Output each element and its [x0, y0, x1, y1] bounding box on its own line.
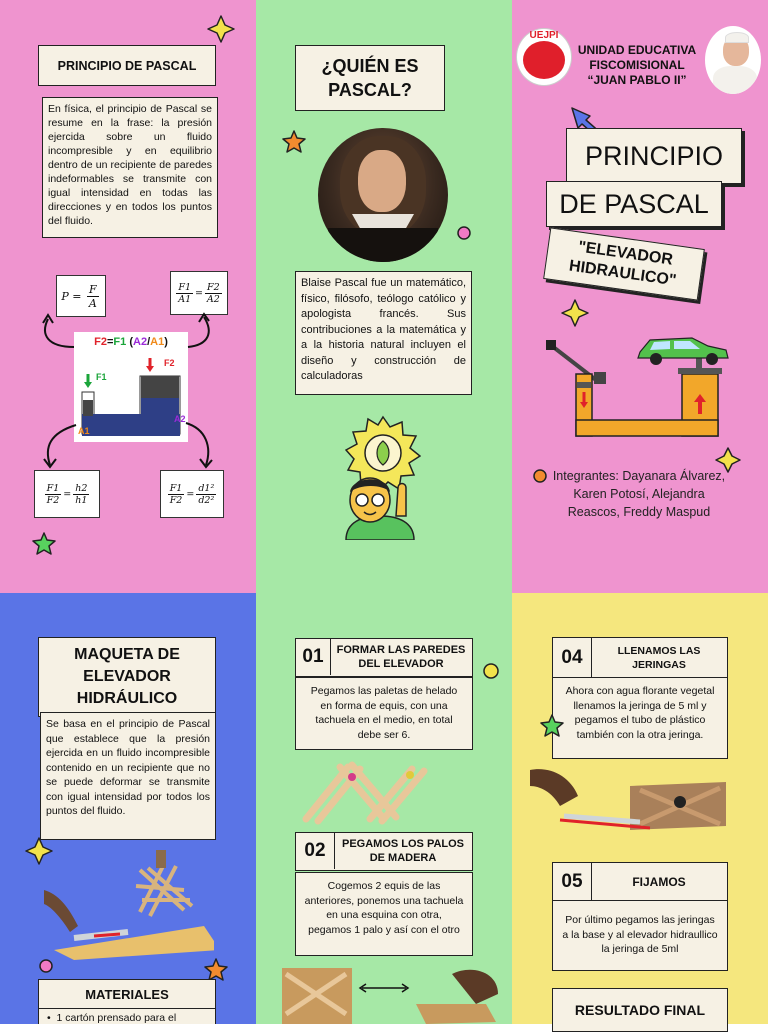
diagram-label-a2: A2 — [174, 414, 186, 424]
step-02-photos — [276, 964, 506, 1024]
school-logo-circle — [523, 41, 565, 79]
step-02-title: PEGAMOS LOS PALOS DE MADERA — [341, 838, 465, 864]
pascal-portrait — [318, 128, 448, 262]
step-01-card — [295, 638, 473, 677]
formula4-n2: d1² — [198, 482, 215, 494]
formula-height-ratio: $\frac{F1}{F2}$ = $\frac{h2}{h1}$ — [34, 470, 100, 518]
star-green-icon — [540, 714, 564, 738]
formula-diameter-ratio: $\frac{F1}{F2}$ = $\frac{\text{d1²}}{\text{d2²}}$ — [160, 470, 224, 518]
materials-title — [38, 979, 216, 1009]
formula-a: A — [88, 296, 97, 310]
formula3-d2: h1 — [75, 494, 88, 506]
formula2-d2: A2 — [206, 293, 220, 305]
eq-equals: = — [106, 336, 114, 348]
step-02-card — [295, 832, 473, 871]
portrait-face — [358, 150, 406, 212]
model-title — [38, 637, 216, 717]
school-name-line1: UNIDAD EDUCATIVA — [577, 43, 697, 57]
eq-a1: A1 — [150, 336, 165, 348]
cover-title-line2 — [546, 181, 722, 227]
formula4-n1: F1 — [169, 482, 183, 494]
eq-f2: F2 — [94, 336, 107, 348]
model-photo — [44, 850, 214, 960]
dot-yellow-icon — [482, 662, 500, 680]
who-is-pascal-title-text: ¿QUIÉN ES PASCAL? — [321, 56, 419, 100]
curved-arrows — [0, 305, 256, 505]
cover-title-line1 — [566, 128, 742, 184]
formula4-d1: F2 — [169, 494, 183, 506]
step-02-body: Cogemos 2 equis de las anteriores, ponemos una tachuela en una esquina con otra, pegamos 1 palo y así con el otro — [295, 872, 473, 956]
star-yellow-icon — [560, 298, 590, 328]
formula3-n1: F1 — [46, 482, 60, 494]
pope-photo-cap — [725, 32, 749, 43]
step-05-number: 05 — [553, 863, 592, 900]
who-is-pascal-body: Blaise Pascal fue un matemático, físico, filósofo, teólogo católico y apologista francés. Sus contribuciones a la matemática y a la historia natural incluyen el diseño y construcción de calculadoras — [295, 271, 472, 395]
cover-subtitle-text: "ELEVADOR HIDRAULICO" — [568, 238, 678, 290]
diagram-label-f1: F1 — [96, 372, 107, 382]
final-result-title-text: RESULTADO FINAL — [574, 1002, 706, 1018]
dot-pink-icon — [456, 225, 472, 241]
formula-p: P — [61, 289, 69, 303]
star-green-icon — [32, 532, 56, 556]
step-04-photo — [530, 766, 730, 836]
model-title-text: MAQUETA DE ELEVADOR HIDRÁULICO — [74, 646, 180, 707]
materials-title-text: MATERIALES — [85, 986, 169, 1002]
step-04-title: LLENAMOS LAS JERINGAS — [617, 644, 701, 671]
thinking-person-icon — [340, 470, 420, 540]
pope-photo — [705, 26, 761, 94]
step-01-title: FORMAR LAS PAREDES DEL ELEVADOR — [336, 644, 466, 670]
star-orange-icon — [282, 130, 306, 154]
school-logo-text: UEJPI — [529, 30, 559, 41]
materials-item-1: 1 cartón prensado para el — [56, 1012, 177, 1024]
step-05-card — [552, 862, 728, 902]
formula-f: F — [88, 282, 97, 296]
school-name-line2: FISCOMISIONAL — [589, 58, 685, 72]
step-04-number: 04 — [553, 638, 592, 677]
portrait-coat — [328, 228, 438, 262]
dot-orange-icon — [532, 468, 548, 484]
pascal-principle-body: En física, el principio de Pascal se resume en la frase: la presión ejercida sobre un fluido incompresible y en equilibrio dentro de un recipiente de paredes indeformables se transmite con igual intensidad en todas las direcciones y en todos los puntos del fluido. — [42, 97, 218, 238]
hydraulic-lift-illustration — [542, 328, 732, 438]
step-05-body: Por último pegamos las jeringas a la base y al elevador hidraullico la jeringa de 5ml — [552, 900, 728, 971]
step-04-body: Ahora con agua florante vegetal llenamos la jeringa de 5 ml y pegamos el tubo de plástico también con la otra jeringa. — [552, 677, 728, 759]
school-logo — [516, 28, 572, 86]
step-01-photo — [300, 757, 430, 827]
who-is-pascal-title — [295, 45, 445, 111]
step-05-title: FIJAMOS — [632, 874, 686, 889]
cover-title-line2-text: DE PASCAL — [559, 188, 709, 219]
formula3-d1: F2 — [46, 494, 60, 506]
step-04-card — [552, 637, 728, 679]
formula-area-ratio: $\frac{F1}{A1}$ = $\frac{F2}{A2}$ — [170, 271, 228, 315]
pope-photo-body — [713, 66, 757, 94]
formula2-n2: F2 — [206, 281, 220, 293]
final-result-title — [552, 988, 728, 1032]
pascal-principle-title — [38, 45, 216, 86]
formula2-n1: F1 — [178, 281, 192, 293]
formula3-n2: h2 — [75, 482, 88, 494]
school-name-line3: “JUAN PABLO II” — [587, 73, 687, 87]
formula-pressure: P = $\frac{F}{A}$ — [56, 275, 106, 317]
materials-list — [38, 1008, 216, 1024]
diagram-label-a1: A1 — [78, 426, 90, 436]
materials-bullet: • — [47, 1012, 57, 1024]
eq-f1: F1 — [113, 336, 127, 348]
school-name — [568, 43, 706, 88]
dot-pink-icon — [38, 958, 54, 974]
pascal-principle-title-text: PRINCIPIO DE PASCAL — [57, 58, 197, 73]
step-01-body: Pegamos las paletas de helado en forma de equis, con una tachuela en el medio, en total debe ser 6. — [295, 677, 473, 750]
model-body: Se basa en el principio de Pascal que establece que la presión ejercida en un fluido incompresible contenido en un recipiente que no se puede deformar se transmite con igual intensidad por todos los puntos del fluido. — [40, 712, 216, 840]
eq-a2: A2 — [133, 336, 148, 348]
diagram-equation: F2=F1 (A2/A1) — [94, 336, 168, 348]
step-02-number: 02 — [296, 833, 335, 869]
cover-title-line1-text: PRINCIPIO — [584, 140, 724, 171]
star-yellow-icon — [206, 14, 236, 44]
formula2-d1: A1 — [178, 293, 192, 305]
step-01-number: 01 — [296, 639, 331, 675]
diagram-label-f2: F2 — [164, 358, 175, 368]
formula4-d2: d2² — [198, 494, 215, 506]
eq-slash: / — [147, 336, 151, 348]
team-members: Integrantes: Dayanara Álvarez, Karen Potosí, Alejandra Reascos, Freddy Maspud — [552, 469, 726, 519]
